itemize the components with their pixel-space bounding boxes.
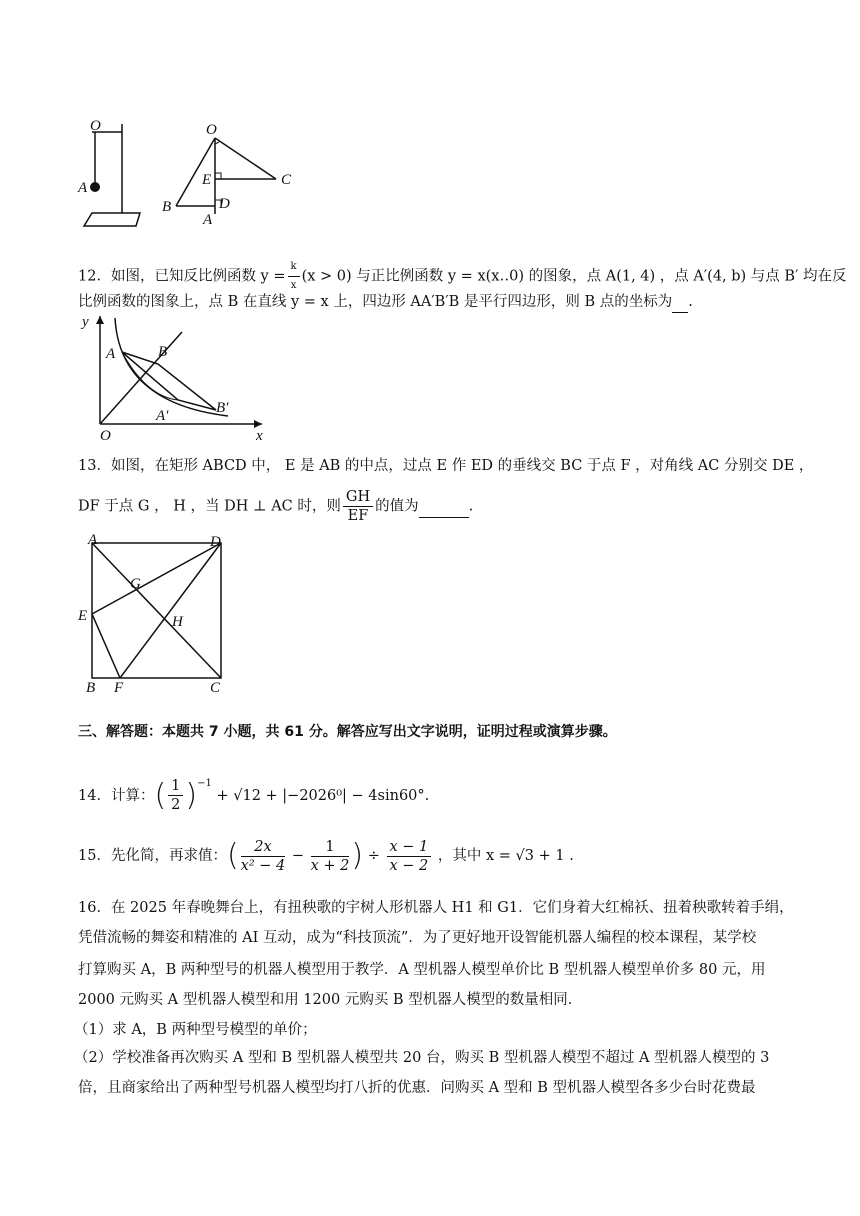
q16-line1: 16．在 2025 年春晚舞台上，有扭秧歌的宇树人形机器人 H1 和 G1．它们身着大红棉袄、扭着秧歌转着手绢， bbox=[78, 900, 794, 916]
rect13-label-E: E bbox=[78, 608, 88, 624]
rect13-label-C: C bbox=[210, 680, 221, 696]
triangle-label-O: O bbox=[206, 122, 217, 138]
q12-line1: 12．如图，已知反比例函数 y = $\frac{k}{x}$ (x > 0) 与正比例函数 y = x(x‥0) 的图象，点 A(1, 4) ，点 A′(4, b) 与点 B′ 均在反 bbox=[78, 258, 798, 295]
rect13-label-A: A bbox=[88, 532, 98, 548]
graph12-label-B2: B′ bbox=[216, 400, 229, 416]
graph12-label-O: O bbox=[100, 428, 111, 444]
triangle-label-C: C bbox=[281, 172, 292, 188]
rect13-label-B: B bbox=[86, 680, 96, 696]
q16-sub2-line2: 倍，且商家给出了两种型号机器人模型均打八折的优惠．问购买 A 型和 B 型机器人模型各多少台时花费最 bbox=[78, 1080, 756, 1096]
q16-line2: 凭借流畅的舞姿和精准的 AI 互动，成为“科技顶流”．为了更好地开设智能机器人编程的校本课程，某学校 bbox=[78, 930, 757, 946]
rect13-figure bbox=[78, 532, 238, 697]
rect13-label-H: H bbox=[172, 614, 183, 630]
q16-sub1: （1）求 A，B 两种型号模型的单价； bbox=[74, 1022, 317, 1038]
q13-line1: 13．如图，在矩形 ABCD 中， E 是 AB 的中点，过点 E 作 ED 的垂线交 BC 于点 F ，对角线 AC 分别交 DE ， bbox=[78, 458, 814, 474]
q16-sub2-line1: （2）学校准备再次购买 A 型和 B 型机器人模型共 20 台，购买 B 型机器人模型不超过 A 型机器人模型的 3 bbox=[74, 1050, 770, 1066]
graph12-label-A: A bbox=[106, 346, 116, 362]
triangle-figure bbox=[158, 118, 298, 228]
graph12-label-x: x bbox=[256, 428, 263, 444]
q15: 15．先化简，再求值：( $\frac{2x}{\text{x² − 4}}$ − $\frac{1}{x + 2}$ ) ÷ $\frac{x - 1}{x - 2}$ ，其中 x = √3 + 1 . bbox=[78, 838, 574, 874]
q14: 14．计算：( $\frac{1}{2}$ )$^{-1}$ + √12 + |−2026⁰| − 4sin60°. bbox=[78, 777, 430, 814]
rect13-label-D: D bbox=[210, 534, 221, 550]
rect13-label-F: F bbox=[114, 680, 124, 696]
q13-line2: DF 于点 G ， H ，当 DH ⊥ AC 时，则 $\frac{GH}{EF}$ 的值为 . bbox=[78, 489, 474, 524]
q12-line2: 比例函数的图象上，点 B 在直线 y = x 上，四边形 AA′B′B 是平行四边形，则 B 点的坐标为 . bbox=[78, 292, 798, 313]
pendulum-figure bbox=[78, 118, 158, 228]
pendulum-label-A: A bbox=[78, 180, 88, 196]
graph12-label-A2: A′ bbox=[156, 408, 169, 424]
triangle-label-D: D bbox=[219, 196, 230, 212]
triangle-label-B: B bbox=[162, 199, 172, 215]
q16-line3: 打算购买 A，B 两种型号的机器人模型用于教学．A 型机器人模型单价比 B 型机器人模型单价多 80 元，用 bbox=[78, 962, 766, 978]
graph12-figure bbox=[78, 312, 268, 444]
rect13-label-G: G bbox=[130, 576, 141, 592]
triangle-label-A: A bbox=[203, 212, 213, 228]
section3-heading: 三、解答题：本题共 7 小题，共 61 分。解答应写出文字说明，证明过程或演算步骤。 bbox=[78, 724, 617, 740]
graph12-label-B: B bbox=[158, 344, 168, 360]
q16-line4: 2000 元购买 A 型机器人模型和用 1200 元购买 B 型机器人模型的数量相同． bbox=[78, 992, 583, 1008]
triangle-label-E: E bbox=[202, 172, 212, 188]
pendulum-label-O: O bbox=[90, 118, 101, 134]
graph12-label-y: y bbox=[82, 314, 89, 330]
